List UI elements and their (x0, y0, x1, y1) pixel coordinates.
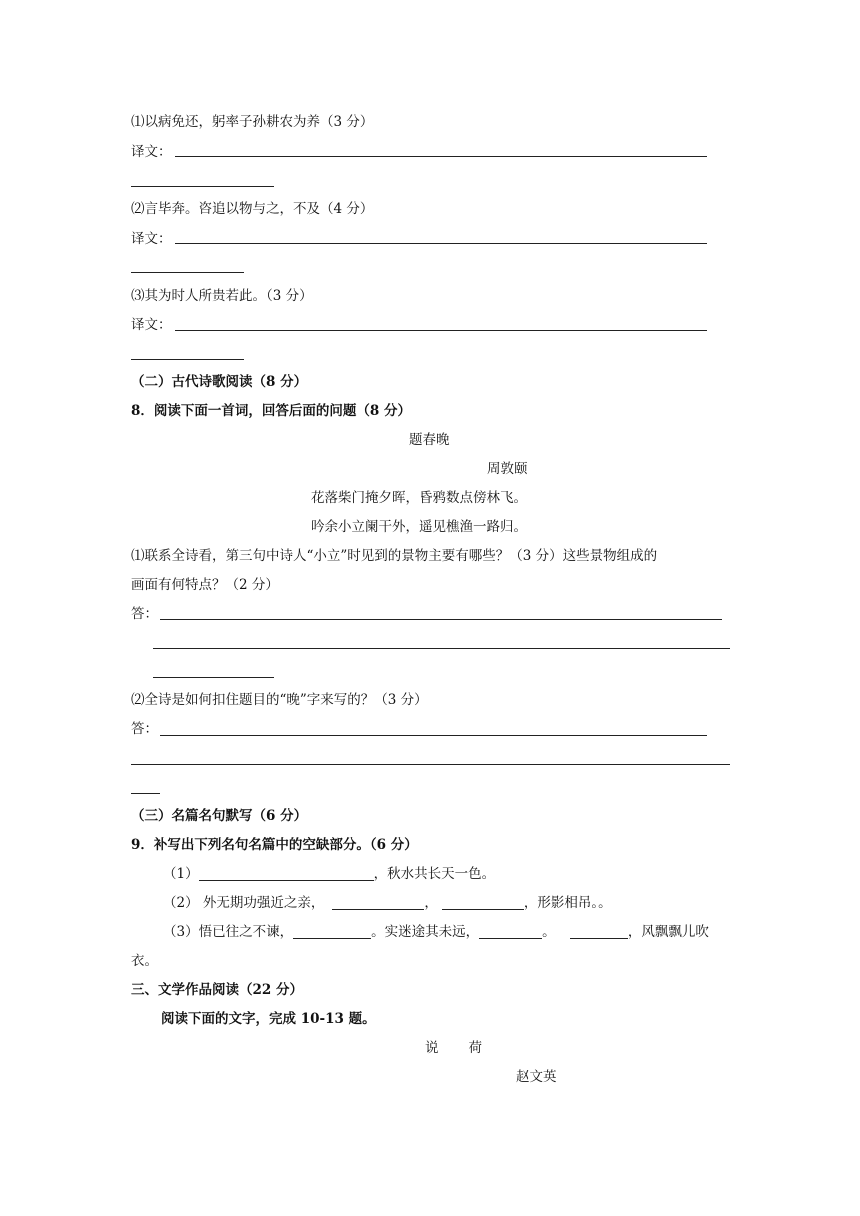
answer-line-1b (153, 648, 730, 649)
part-heading-literary: 三、文学作品阅读（22 分） (131, 982, 303, 998)
q8-prompt: 8．阅读下面一首词，回答后面的问题（8 分） (131, 403, 411, 419)
q9-item-2-prefix: （2） 外无期功强近之亲， (163, 895, 325, 911)
translation-line-2a (175, 243, 707, 244)
poem-line-2: 吟余小立阑干外，遥见樵渔一路归。 (311, 519, 527, 535)
poem-author: 周敦颐 (487, 461, 528, 477)
q9-item-1-suffix: ，秋水共长天一色。 (373, 866, 496, 882)
q8-1-line-2: 画面有何特点？（2 分） (131, 577, 279, 593)
translation-line-2b (131, 272, 244, 273)
q9-item-1-prefix: （1） (163, 866, 199, 882)
fill-blank (332, 895, 424, 910)
answer-label-2: 答： (131, 721, 158, 737)
q7-sentence-1: ⑴以病免还，躬率子孙耕农为养（3 分） (131, 114, 374, 130)
answer-line-2a (160, 735, 707, 736)
fill-blank (570, 924, 628, 939)
fill-blank (442, 895, 524, 910)
q9-item-3-mid1: 。实迷途其未远， (371, 924, 480, 940)
poem-line-1: 花落柴门掩夕晖，昏鸦数点傍林飞。 (311, 490, 527, 506)
q8-1-line-1: ⑴联系全诗看，第三句中诗人“小立”时见到的景物主要有哪些？（3 分）这些景物组成的 (131, 548, 658, 564)
poem-title: 题春晚 (409, 432, 450, 448)
section-heading-poetry: （二）古代诗歌阅读（8 分） (131, 374, 308, 390)
essay-title-char-1: 说 (425, 1040, 439, 1056)
answer-line-2b (131, 764, 730, 765)
translation-label-3: 译文： (131, 317, 172, 333)
q9-item-3 (163, 923, 709, 941)
translation-line-1b (131, 186, 274, 187)
q9-item-3-mid2: 。 (542, 924, 560, 940)
q9-prompt: 9．补写出下列名句名篇中的空缺部分。（6 分） (131, 837, 418, 853)
section-heading-recitation: （三）名篇名句默写（6 分） (131, 808, 308, 824)
essay-title (425, 1039, 482, 1057)
fill-blank (293, 924, 371, 939)
answer-label-1: 答： (131, 606, 158, 622)
translation-line-3a (175, 330, 707, 331)
q9-item-2-mid: ， (424, 895, 438, 911)
translation-label-1: 译文： (131, 144, 172, 160)
translation-line-3b (131, 359, 244, 360)
q9-item-2-suffix: ，形影相吊。。 (523, 895, 612, 911)
fill-blank (479, 924, 542, 939)
essay-author: 赵文英 (516, 1069, 557, 1085)
answer-line-1a (160, 619, 722, 620)
q9-item-2 (163, 894, 612, 912)
answer-line-1c (153, 677, 274, 678)
q9-item-3-suffix: ，风飘飘儿吹 (627, 924, 709, 940)
translation-line-1a (175, 156, 707, 157)
essay-title-char-2: 荷 (468, 1040, 482, 1056)
q7-sentence-3: ⑶其为时人所贵若此。（3 分） (131, 288, 313, 304)
q9-item-1 (163, 865, 495, 883)
answer-line-2c (131, 793, 160, 794)
q9-item-3-wrap: 衣。 (131, 953, 158, 969)
q7-sentence-2: ⑵言毕奔。咨追以物与之，不及（4 分） (131, 201, 374, 217)
reading-instruction: 阅读下面的文字，完成 10-13 题。 (161, 1011, 376, 1027)
q8-2: ⑵全诗是如何扣住题目的“晚”字来写的？（3 分） (131, 692, 428, 708)
q9-item-3-prefix: （3）悟已往之不谏， (163, 924, 294, 940)
fill-blank (199, 866, 374, 881)
translation-label-2: 译文： (131, 231, 172, 247)
